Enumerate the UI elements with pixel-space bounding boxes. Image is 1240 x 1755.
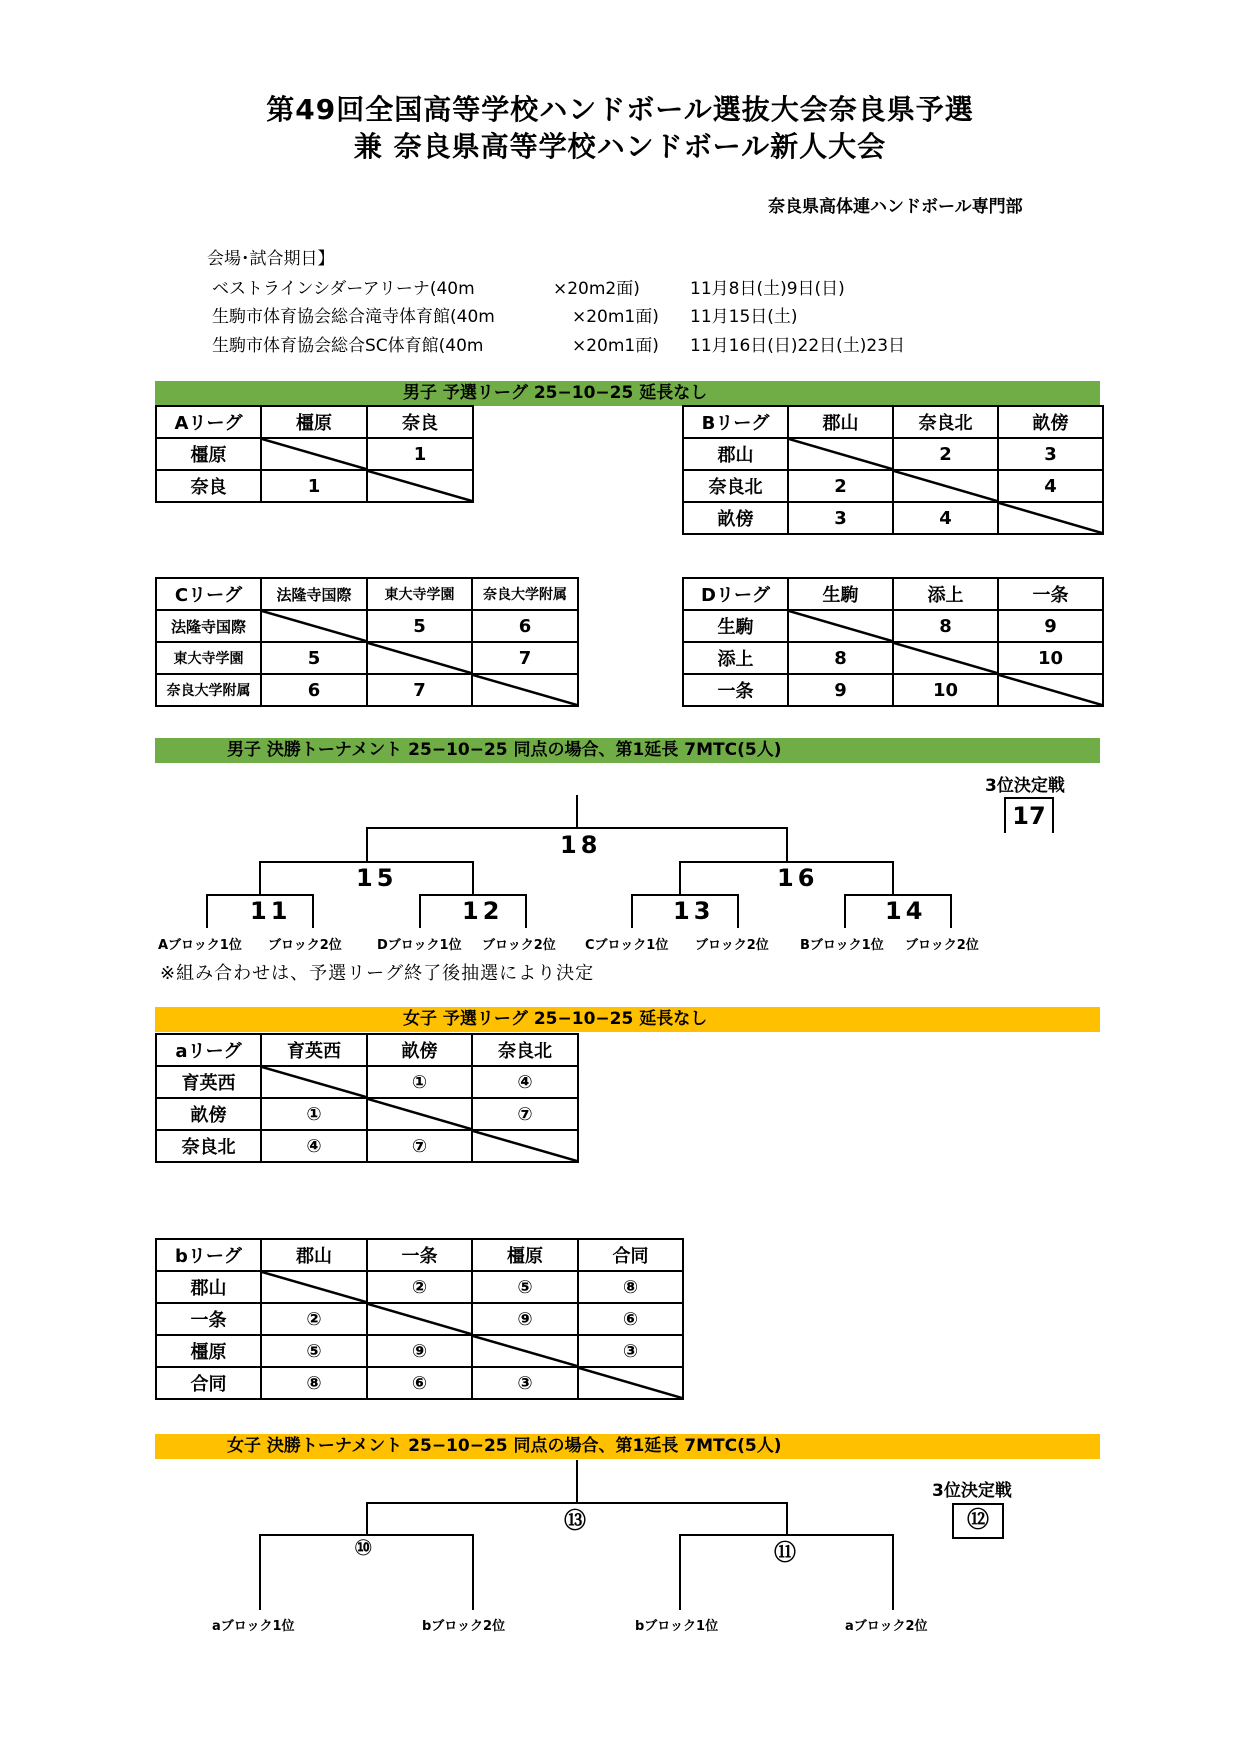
table-row bbox=[156, 1034, 578, 1066]
match-cell: ⑤ bbox=[261, 1335, 367, 1367]
match-cell: 5 bbox=[261, 642, 367, 674]
table-row bbox=[156, 1271, 683, 1303]
women-tournament-bar bbox=[155, 1434, 1100, 1459]
men-quarter-game: 12 bbox=[462, 897, 504, 925]
men-seed-label: ブロック2位 bbox=[905, 938, 979, 953]
women-seed-label: aブロック1位 bbox=[212, 1619, 295, 1634]
team-row-label: 奈良北 bbox=[156, 1130, 261, 1162]
match-cell: 1 bbox=[261, 470, 367, 502]
men-seed-label: ブロック2位 bbox=[695, 938, 769, 953]
women-seed-label: bブロック2位 bbox=[422, 1619, 506, 1634]
match-cell: 3 bbox=[998, 438, 1103, 470]
team-header: 一条 bbox=[367, 1239, 472, 1271]
team-header: 法隆寺国際 bbox=[261, 578, 367, 610]
venue-size: ×20m1面) bbox=[572, 336, 659, 356]
men-final-game: 18 bbox=[560, 831, 602, 859]
match-cell: ⑦ bbox=[472, 1098, 578, 1130]
table-row bbox=[156, 1239, 683, 1271]
match-cell: ② bbox=[261, 1303, 367, 1335]
match-cell: ⑦ bbox=[367, 1130, 472, 1162]
table-row bbox=[156, 1303, 683, 1335]
men-quarter-game: 14 bbox=[885, 897, 927, 925]
venue-size: ×20m2面) bbox=[553, 279, 640, 299]
women-third-place-game: ⑫ bbox=[952, 1503, 1004, 1539]
match-cell: 5 bbox=[367, 610, 472, 642]
team-row-label: 畝傍 bbox=[156, 1098, 261, 1130]
match-cell: 2 bbox=[893, 438, 998, 470]
venue-name: 生駒市体育協会総合SC体育館(40m bbox=[212, 336, 484, 356]
league-table-b-women bbox=[155, 1238, 684, 1400]
match-cell: ① bbox=[261, 1098, 367, 1130]
match-cell: 9 bbox=[788, 674, 893, 706]
women-third-place-label: 3位決定戦 bbox=[932, 1481, 1012, 1501]
draw-note: ※組み合わせは、予選リーグ終了後抽選により決定 bbox=[160, 963, 595, 984]
diagonal-cell bbox=[261, 1066, 367, 1098]
match-cell: ③ bbox=[578, 1335, 683, 1367]
team-row-label: 一条 bbox=[683, 674, 788, 706]
diagonal-cell bbox=[472, 1335, 578, 1367]
diagonal-cell bbox=[367, 1303, 472, 1335]
team-row-label: 橿原 bbox=[156, 1335, 261, 1367]
women-semi-game: ⑪ bbox=[774, 1541, 797, 1566]
league-name: Cリーグ bbox=[156, 578, 261, 610]
match-cell: ③ bbox=[472, 1367, 578, 1399]
match-cell: 10 bbox=[893, 674, 998, 706]
venue-dates: 11月8日(土)9日(日) bbox=[690, 279, 845, 299]
team-header: 奈良北 bbox=[472, 1034, 578, 1066]
venue-name: 生駒市体育協会総合滝寺体育館(40m bbox=[212, 307, 495, 327]
team-row-label: 添上 bbox=[683, 642, 788, 674]
table-row bbox=[156, 1098, 578, 1130]
page-title: 第49回全国高等学校ハンドボール選抜大会奈良県予選 bbox=[266, 93, 974, 126]
match-cell: 7 bbox=[472, 642, 578, 674]
venue-size: ×20m1面) bbox=[572, 307, 659, 327]
diagonal-cell bbox=[578, 1367, 683, 1399]
match-cell: ⑨ bbox=[472, 1303, 578, 1335]
match-cell: ⑤ bbox=[472, 1271, 578, 1303]
league-name: Bリーグ bbox=[683, 406, 788, 438]
match-cell: 3 bbox=[788, 502, 893, 534]
table-row bbox=[156, 1367, 683, 1399]
team-header: 奈良 bbox=[367, 406, 473, 438]
men-semi-game: 16 bbox=[777, 864, 819, 892]
team-header: 郡山 bbox=[788, 406, 893, 438]
venue-name: ベストラインシダーアリーナ(40m bbox=[212, 279, 475, 299]
match-cell: ⑥ bbox=[367, 1367, 472, 1399]
match-cell: 9 bbox=[998, 610, 1103, 642]
team-header: 生駒 bbox=[788, 578, 893, 610]
team-row-label: 奈良北 bbox=[683, 470, 788, 502]
women-semi-game: ⑩ bbox=[354, 1536, 373, 1561]
venue-dates: 11月15日(土) bbox=[690, 307, 798, 327]
men-seed-label: Bブロック1位 bbox=[800, 938, 884, 953]
men-seed-label: ブロック2位 bbox=[268, 938, 342, 953]
match-cell: 7 bbox=[367, 674, 472, 706]
page-subtitle: 兼 奈良県高等学校ハンドボール新人大会 bbox=[353, 130, 887, 163]
team-row-label: 橿原 bbox=[156, 438, 261, 470]
venue-dates: 11月16日(日)22日(土)23日 bbox=[690, 336, 906, 356]
match-cell: 2 bbox=[788, 470, 893, 502]
team-row-label: 奈良大学附属 bbox=[156, 674, 261, 706]
team-header: 奈良北 bbox=[893, 406, 998, 438]
men-third-place-game: 17 bbox=[1004, 797, 1054, 833]
team-row-label: 合同 bbox=[156, 1367, 261, 1399]
match-cell: ⑨ bbox=[367, 1335, 472, 1367]
team-header: 奈良大学附属 bbox=[472, 578, 578, 610]
match-cell: 4 bbox=[998, 470, 1103, 502]
men-quarter-game: 13 bbox=[673, 897, 715, 925]
women-seed-label: aブロック2位 bbox=[845, 1619, 928, 1634]
match-cell: 8 bbox=[893, 610, 998, 642]
men-semi-game: 15 bbox=[356, 864, 398, 892]
women-league-bar-label: 女子 予選リーグ 25−10−25 延長なし bbox=[403, 1009, 708, 1029]
team-header: 添上 bbox=[893, 578, 998, 610]
team-row-label: 郡山 bbox=[156, 1271, 261, 1303]
team-header: 橿原 bbox=[472, 1239, 578, 1271]
men-seed-label: Cブロック1位 bbox=[585, 938, 669, 953]
table-row bbox=[156, 1335, 683, 1367]
team-row-label: 奈良 bbox=[156, 470, 261, 502]
team-header: 畝傍 bbox=[998, 406, 1103, 438]
diagonal-cell bbox=[367, 1098, 472, 1130]
men-seed-label: Aブロック1位 bbox=[158, 938, 242, 953]
women-league-bar bbox=[155, 1007, 1100, 1032]
league-name: Aリーグ bbox=[156, 406, 261, 438]
organizer: 奈良県高体連ハンドボール専門部 bbox=[768, 197, 1023, 217]
men-quarter-game: 11 bbox=[250, 897, 292, 925]
league-name: aリーグ bbox=[156, 1034, 261, 1066]
team-row-label: 畝傍 bbox=[683, 502, 788, 534]
diagonal-cell bbox=[472, 1130, 578, 1162]
table-row bbox=[156, 1066, 578, 1098]
team-row-label: 育英西 bbox=[156, 1066, 261, 1098]
league-name: Dリーグ bbox=[683, 578, 788, 610]
match-cell: ② bbox=[367, 1271, 472, 1303]
team-header: 郡山 bbox=[261, 1239, 367, 1271]
diagonal-cell bbox=[261, 1271, 367, 1303]
team-header: 畝傍 bbox=[367, 1034, 472, 1066]
men-league-bar-label: 男子 予選リーグ 25−10−25 延長なし bbox=[403, 383, 708, 403]
match-cell: 8 bbox=[788, 642, 893, 674]
team-header: 東大寺学園 bbox=[367, 578, 472, 610]
men-seed-label: Dブロック1位 bbox=[377, 938, 462, 953]
women-tournament-bar-label: 女子 決勝トーナメント 25−10−25 同点の場合、第1延長 7MTC(5人) bbox=[227, 1436, 782, 1456]
match-cell: ⑥ bbox=[578, 1303, 683, 1335]
league-name: bリーグ bbox=[156, 1239, 261, 1271]
league-table-a-women bbox=[155, 1033, 579, 1163]
match-cell: ④ bbox=[261, 1130, 367, 1162]
women-final-game: ⑬ bbox=[564, 1509, 587, 1534]
team-header: 育英西 bbox=[261, 1034, 367, 1066]
women-seed-label: bブロック1位 bbox=[635, 1619, 719, 1634]
match-cell: 6 bbox=[261, 674, 367, 706]
table-row bbox=[156, 1130, 578, 1162]
team-row-label: 生駒 bbox=[683, 610, 788, 642]
team-header: 一条 bbox=[998, 578, 1103, 610]
match-cell: 1 bbox=[367, 438, 473, 470]
venue-heading: 会場･試合期日】 bbox=[207, 249, 335, 269]
match-cell: ④ bbox=[472, 1066, 578, 1098]
match-cell: 4 bbox=[893, 502, 998, 534]
match-cell: 10 bbox=[998, 642, 1103, 674]
team-row-label: 郡山 bbox=[683, 438, 788, 470]
team-row-label: 東大寺学園 bbox=[156, 642, 261, 674]
team-header: 合同 bbox=[578, 1239, 683, 1271]
match-cell: ① bbox=[367, 1066, 472, 1098]
men-tournament-bar-label: 男子 決勝トーナメント 25−10−25 同点の場合、第1延長 7MTC(5人) bbox=[227, 740, 782, 760]
match-cell: ⑧ bbox=[578, 1271, 683, 1303]
match-cell: ⑧ bbox=[261, 1367, 367, 1399]
team-row-label: 法隆寺国際 bbox=[156, 610, 261, 642]
men-third-place-label: 3位決定戦 bbox=[985, 776, 1065, 796]
team-header: 橿原 bbox=[261, 406, 367, 438]
men-seed-label: ブロック2位 bbox=[482, 938, 556, 953]
match-cell: 6 bbox=[472, 610, 578, 642]
team-row-label: 一条 bbox=[156, 1303, 261, 1335]
